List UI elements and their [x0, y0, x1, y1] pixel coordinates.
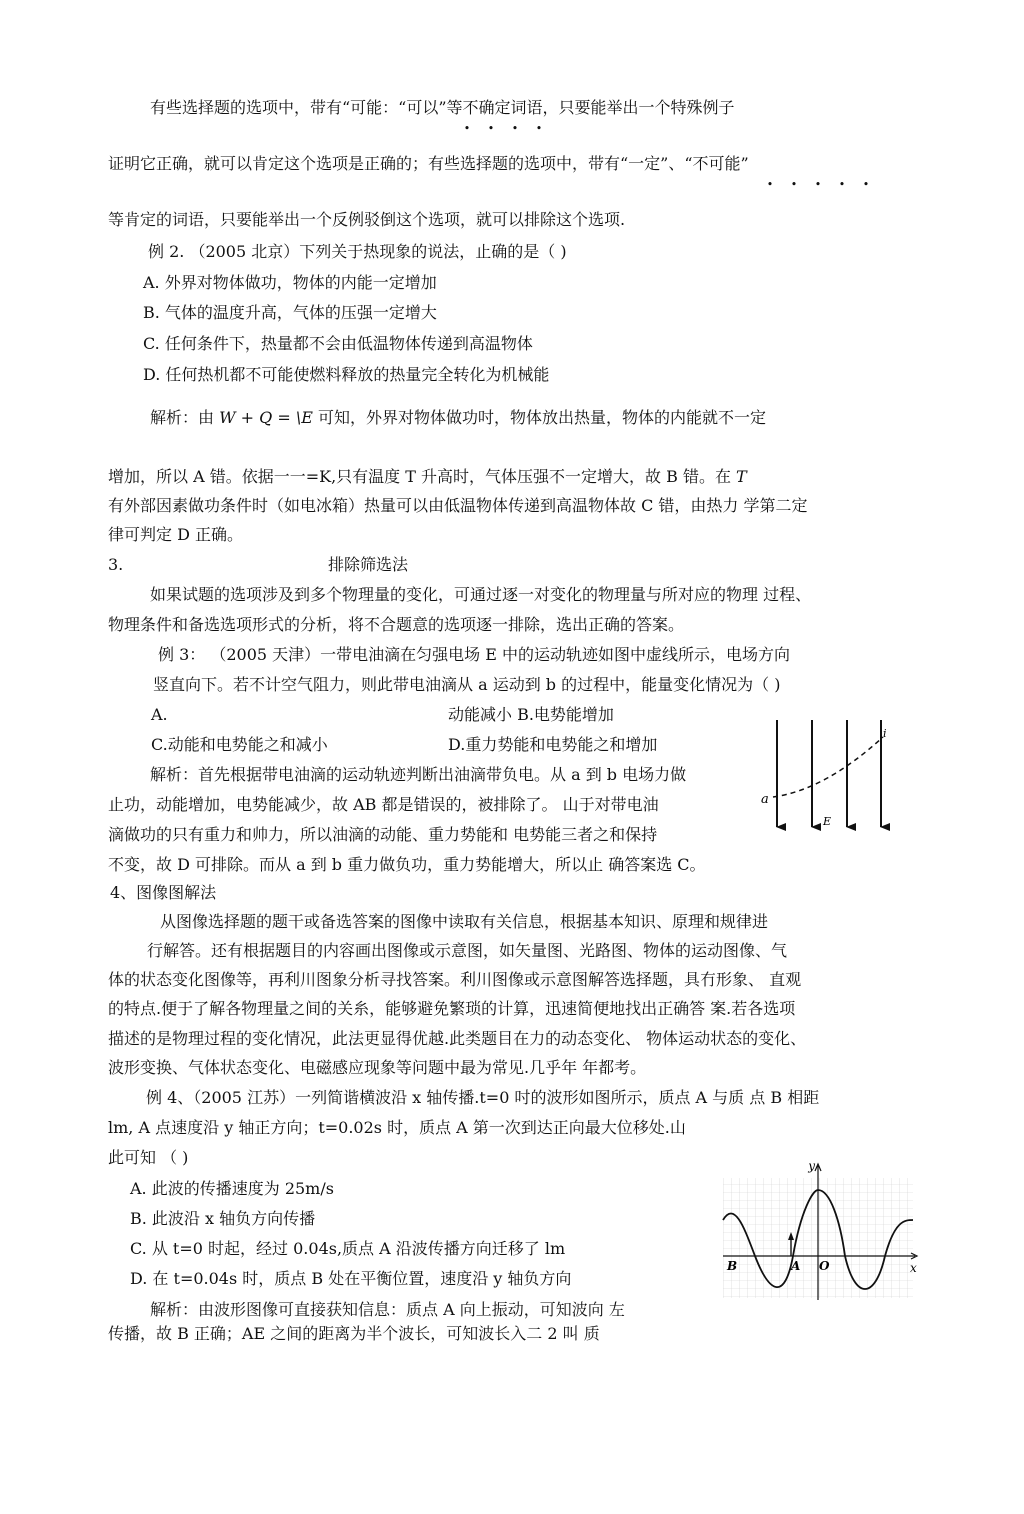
option-c: C.动能和电势能之和减小: [151, 735, 328, 754]
point-b-label: B: [727, 1259, 738, 1273]
trajectory-curve: [773, 737, 883, 797]
example-3-title: 例 3： （2005 天津）一带电油滴在匀强电场 E 中的运动轨迹如图中虚线所示，电场方向: [158, 645, 791, 664]
option-c: C. 任何条件下，热量都不会由低温物体传递到高温物体: [143, 334, 533, 353]
emphasis-dot: •: [814, 178, 822, 191]
option-a: A. 外界对物体做功，物体的内能一定增加: [143, 273, 437, 292]
electric-field-figure: [755, 715, 895, 840]
text-line: 描述的是物理过程的变化情况，此法更显得优越.此类题目在力的动态变化、 物体运动状态的变化、: [108, 1029, 807, 1048]
text-line: 体的状态变化图像等，再利川图象分析寻找答案。利川图像或示意图解答选择题，具冇形象、 直观: [108, 970, 802, 989]
text-line: 证明它正确，就可以肯定这个选项是正确的；有些选择题的选项中，带有“一定”、“不可能”: [108, 154, 749, 173]
analysis-line: 律可判定 D 正确。: [108, 525, 244, 544]
section-title: 排除筛选法: [328, 555, 409, 574]
text-line: 此可知 （ ): [108, 1148, 189, 1167]
section-title: 4、图像图解法: [110, 883, 217, 902]
analysis-line: 传播，故 B 正确；AE 之间的距离为半个波长，可知波长入二 2 叫 质: [108, 1324, 600, 1343]
option-a: A.: [151, 705, 168, 724]
emphasis-dot: •: [838, 178, 846, 191]
option-d: D.重力势能和电势能之和增加: [448, 735, 658, 754]
example-4-title: 例 4、（2005 江苏）一列简谐横波沿 x 轴传播.t=0 吋的波形如图所示，质点 A 与质 点 B 相距: [146, 1088, 820, 1107]
emphasis-dot: •: [511, 122, 519, 135]
option-a-text: 动能减小 B.电势能增加: [448, 705, 614, 724]
text-line: 竖直向下。若不计空气阻力，则此带电油滴从 a 运动到 b 的过程中，能量变化情况为（ ): [153, 675, 781, 694]
option-b: B. 此波沿 x 轴负方向传播: [130, 1209, 316, 1228]
option-d: D. 任何热机都不可能使燃料释放的热量完全转化为机械能: [143, 365, 550, 384]
analysis-line: 增加，所以 A 错。依据一一=K,只有温度 T 升高时，气体压强不一定增大，故 B 错。在 T: [108, 467, 747, 486]
point-a-label: a: [761, 792, 769, 807]
analysis-line: 解析：首先根据带电油滴的运动轨迹判断出油滴带负电。从 a 到 b 电场力做: [150, 765, 687, 784]
emphasis-dot: •: [766, 178, 774, 191]
text-line: lm, A 点速度沿 y 轴正方向；t=0.02s 时，质点 A 第一次到达正向最大位移处.山: [108, 1118, 686, 1137]
point-a-label: A: [791, 1259, 801, 1273]
text-line: 的特点.便于了解各物理量之间的关糸，能够避免繁琐的计算，迅速简便地找出正确答 案.若各选项: [108, 999, 796, 1018]
origin-label: O: [819, 1259, 830, 1273]
text-line: 有些选择题的选项中，带有“可能：“可以”等不确定词语，只要能举出一个特殊例子: [150, 98, 735, 117]
analysis-line: 止功，动能增加，电势能减少，故 AB 都是错误的，被排除了。 山于对带电油: [108, 795, 659, 814]
analysis-line: 不变，故 D 可排除。而从 a 到 b 重力做负功，重力势能增大，所以止 确答案选 C。: [108, 855, 706, 874]
text-line: 波形变换、气体状态变化、电磁感应现象等问题中最为常见.几乎年 年都考。: [108, 1058, 647, 1077]
option-d: D. 在 t=0.04s 时，质点 B 处在平衡位置，速度沿 y 轴负方向: [130, 1269, 572, 1288]
emphasis-dots: [758, 180, 878, 190]
text-line: 行解答。还有根据题目的内容画出图像或示意图，如矢量图、光路图、物体的运动图像、气: [147, 941, 788, 960]
y-axis-label: y: [808, 1160, 815, 1173]
emphasis-dots: [455, 124, 551, 134]
x-axis-label: x: [910, 1261, 917, 1275]
text-line: 从图像选择题的题干或备选答案的图像中读取有关信息，根据基本知识、原理和规律进: [160, 912, 769, 931]
field-e-label: E: [823, 815, 832, 828]
option-b: B. 气体的温度升高，气体的压强一定增大: [143, 303, 437, 322]
emphasis-dot: •: [862, 178, 870, 191]
point-b-label: i: [883, 727, 887, 740]
emphasis-dot: •: [535, 122, 543, 135]
text-line: 如果试题的选项涉及到多个物理量的变化，可通过逐一对变化的物理量与所对应的物理 过程、: [150, 585, 812, 604]
option-a: A. 此波的传播速度为 25m/s: [130, 1179, 334, 1198]
analysis-line: 有外部因素做功条件时（如电冰箱）热量可以由低温物体传递到高温物体故 C 错，由热力 学第二定: [108, 496, 808, 515]
example-2-title: 例 2. （2005 北京）下列关于热现象的说法，止确的是（ ): [148, 242, 567, 261]
section-number: 3.: [108, 555, 124, 574]
text-line: 物理条件和备选选项形式的分析，将不合题意的选项逐一排除，选出正确的答案。: [108, 615, 685, 634]
analysis-line: 解析：由波形图像可直接获知信息：质点 A 向上振动，可知波向 左: [150, 1300, 625, 1319]
option-c: C. 从 t=0 时起，经过 0.04s,质点 A 沿波传播方向迁移了 lm: [130, 1239, 566, 1258]
emphasis-dot: •: [487, 122, 495, 135]
analysis-line: 解析：由 W + Q = \E 可知，外界对物体做功吋，物体放出热量，物体的内能就不一定: [150, 408, 766, 427]
text-line: 等肯定的词语，只要能举出一个反例驳倒这个选项，就可以排除这个选项.: [108, 210, 626, 229]
emphasis-dot: •: [790, 178, 798, 191]
wave-figure: [715, 1160, 920, 1305]
emphasis-dot: •: [463, 122, 471, 135]
analysis-line: 滴做功的只有重力和帅力，所以油滴的动能、重力势能和 电势能三者之和保持: [108, 825, 658, 844]
